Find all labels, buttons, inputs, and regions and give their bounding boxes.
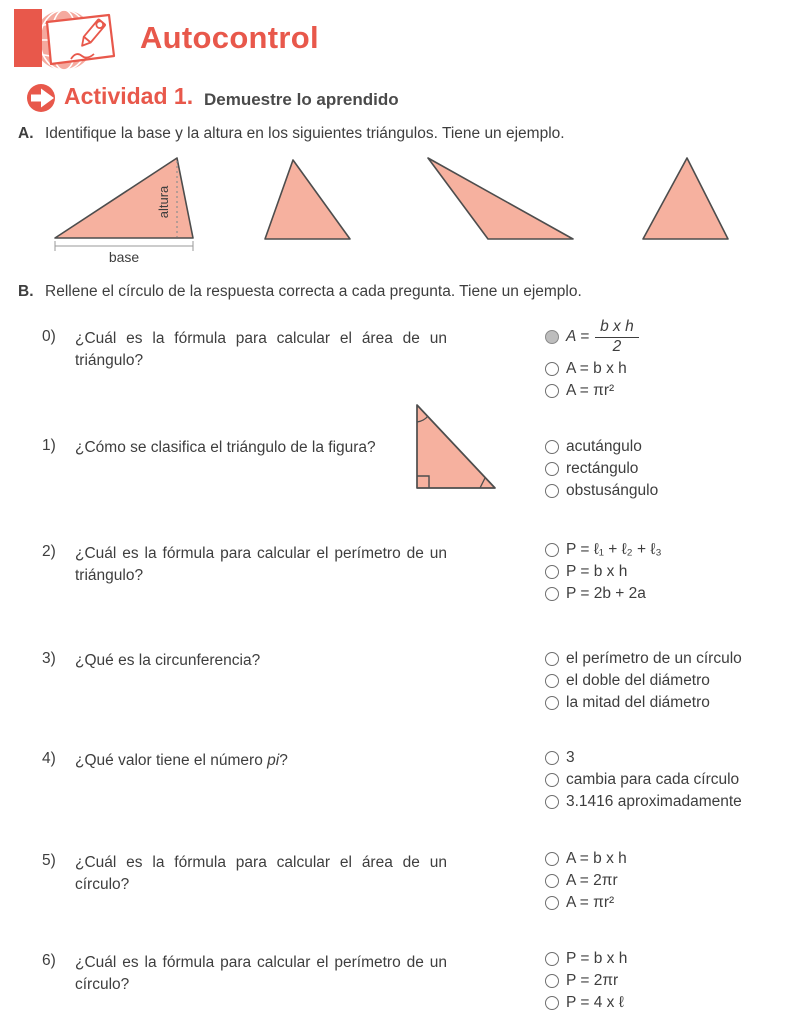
option-row[interactable] — [545, 316, 639, 358]
activity-subtitle: Demuestre lo aprendido — [204, 90, 399, 109]
question-text: ¿Qué es la circunferencia? — [75, 652, 261, 669]
section-a-label: A. — [18, 125, 34, 142]
radio-button[interactable] — [545, 543, 559, 557]
option-row[interactable] — [545, 458, 658, 480]
option-label: P = 4 x ℓ — [566, 994, 624, 1011]
fraction: $\frac{\text{b x h}}{2}$ — [595, 318, 639, 356]
option-row[interactable] — [545, 539, 662, 561]
radio-button[interactable] — [545, 896, 559, 910]
q4-options — [545, 747, 742, 813]
example-triangle — [55, 158, 193, 238]
option-row[interactable] — [545, 583, 662, 605]
option-row[interactable] — [545, 848, 627, 870]
option-label: cambia para cada círculo — [566, 771, 740, 788]
q0-options — [545, 316, 639, 402]
option-row[interactable] — [545, 992, 627, 1014]
option-row[interactable] — [545, 480, 658, 502]
question-text: ¿Qué valor tiene el número pi? — [75, 752, 288, 769]
question-text: ¿Cuál es la fórmula para calcular el perímetro de un triángulo? — [75, 545, 447, 584]
option-label: A = 2πr — [566, 872, 618, 889]
base-label: base — [108, 249, 140, 265]
option-label: P = 2b + 2a — [566, 585, 646, 602]
option-label: P = 2πr — [566, 972, 619, 989]
option-row[interactable] — [545, 892, 627, 914]
option-label: A = πr² — [566, 894, 615, 911]
question-number: 0) — [42, 328, 56, 345]
radio-button[interactable] — [545, 974, 559, 988]
option-row[interactable] — [545, 692, 742, 714]
radio-button[interactable] — [545, 674, 559, 688]
option-row[interactable] — [545, 648, 742, 670]
radio-button[interactable] — [545, 484, 559, 498]
question-number: 5) — [42, 852, 56, 869]
radio-button[interactable] — [545, 440, 559, 454]
option-row[interactable] — [545, 791, 742, 813]
option-row[interactable] — [545, 948, 627, 970]
triangle-4 — [643, 158, 728, 239]
radio-button[interactable] — [545, 852, 559, 866]
option-label: el perímetro de un círculo — [566, 650, 742, 667]
q2-options — [545, 539, 662, 605]
section-a-instruction: Identifique la base y la altura en los siguientes triángulos. Tiene un ejemplo. — [45, 125, 565, 142]
option-row[interactable] — [545, 747, 742, 769]
section-b-label: B. — [18, 283, 34, 300]
option-label: rectángulo — [566, 460, 639, 477]
question-number: 2) — [42, 543, 56, 560]
radio-button[interactable] — [545, 565, 559, 579]
altura-label: altura — [156, 185, 171, 219]
option-row[interactable] — [545, 380, 639, 402]
radio-button[interactable] — [545, 773, 559, 787]
radio-button[interactable] — [545, 652, 559, 666]
arrow-right-icon — [26, 83, 58, 113]
option-label: A = πr² — [566, 382, 615, 399]
radio-button[interactable] — [545, 996, 559, 1010]
option-label: P = b x h — [566, 563, 628, 580]
page-title: Autocontrol — [140, 20, 319, 55]
radio-button[interactable] — [545, 952, 559, 966]
question-text: ¿Cuál es la fórmula para calcular el perímetro de un círculo? — [75, 954, 447, 993]
radio-button[interactable] — [545, 462, 559, 476]
activity-title: Actividad 1. — [64, 83, 194, 109]
radio-button[interactable] — [545, 362, 559, 376]
radio-button-selected[interactable] — [545, 330, 559, 344]
question-text: ¿Cuál es la fórmula para calcular el área de un triángulo? — [75, 330, 447, 369]
option-row[interactable] — [545, 870, 627, 892]
radio-button[interactable] — [545, 874, 559, 888]
radio-button[interactable] — [545, 696, 559, 710]
q3-options — [545, 648, 742, 714]
radio-button[interactable] — [545, 751, 559, 765]
question-number: 6) — [42, 952, 56, 969]
radio-button[interactable] — [545, 795, 559, 809]
triangle-2 — [265, 160, 350, 239]
triangles-figure-row — [0, 150, 791, 268]
question-text: ¿Cómo se clasifica el triángulo de la figura? — [75, 439, 376, 456]
option-label: acutángulo — [566, 438, 642, 455]
question-text: ¿Cuál es la fórmula para calcular el área de un círculo? — [75, 854, 447, 893]
question-number: 1) — [42, 437, 56, 454]
option-label: 3 — [566, 749, 575, 766]
option-label: P = b x h — [566, 950, 628, 967]
radio-button[interactable] — [545, 587, 559, 601]
q1-options — [545, 436, 658, 502]
option-row[interactable] — [545, 358, 639, 380]
option-label: A = b x h — [566, 360, 627, 377]
question-number: 3) — [42, 650, 56, 667]
option-label: A = b x h — [566, 850, 627, 867]
option-label: A = $\frac{\text{b x h}}{2}$ — [566, 318, 639, 356]
triangle-3 — [428, 158, 573, 239]
option-row[interactable] — [545, 769, 742, 791]
q5-options — [545, 848, 627, 914]
option-label: 3.1416 aproximadamente — [566, 793, 742, 810]
section-b-instruction: Rellene el círculo de la respuesta correcta a cada pregunta. Tiene un ejemplo. — [45, 283, 582, 300]
option-label: el doble del diámetro — [566, 672, 710, 689]
option-row[interactable] — [545, 970, 627, 992]
option-row[interactable] — [545, 561, 662, 583]
q6-options — [545, 948, 627, 1014]
right-triangle-figure — [415, 403, 499, 491]
option-label: P = ℓ₁ + ℓ₂ + ℓ₃ — [566, 541, 662, 558]
question-number: 4) — [42, 750, 56, 767]
radio-button[interactable] — [545, 384, 559, 398]
option-row[interactable] — [545, 436, 658, 458]
option-label: obstusángulo — [566, 482, 659, 499]
italic-word: pi — [267, 752, 280, 769]
option-label: la mitad del diámetro — [566, 694, 710, 711]
option-row[interactable] — [545, 670, 742, 692]
autocontrol-globe-pencil-icon — [14, 6, 122, 74]
